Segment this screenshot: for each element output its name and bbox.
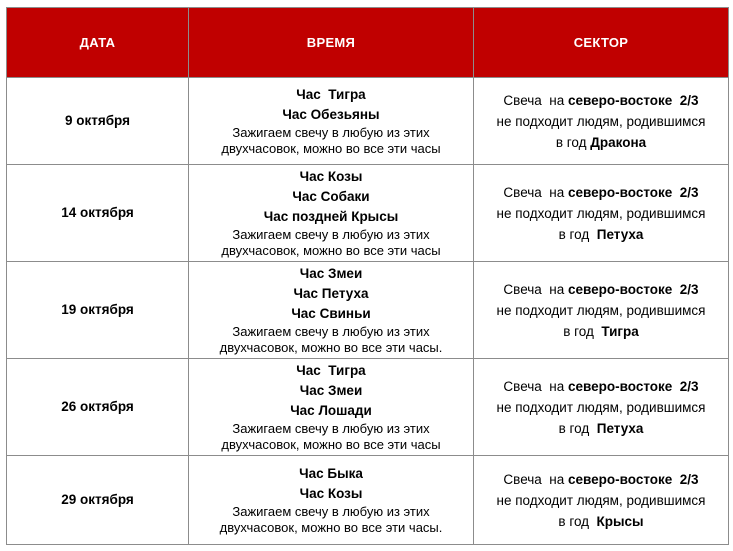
hour-item: Час Козы (299, 486, 363, 501)
sector-direction: северо-востоке 2/3 (568, 281, 699, 297)
sector-year: в год (555, 134, 591, 150)
sector-year: в год (558, 513, 597, 529)
note-line: Зажигаем свечу в любую из этих (232, 421, 430, 436)
sector-animal: Петуха (596, 420, 644, 436)
sector-cell (474, 78, 729, 165)
sector-cell (474, 456, 729, 545)
sector-direction: северо-востоке 2/3 (568, 471, 699, 487)
time-cell (189, 456, 474, 545)
table-header (7, 8, 729, 78)
sector-prefix: Свеча на (503, 184, 569, 200)
hour-item: Час Змеи (299, 383, 363, 398)
time-cell (189, 78, 474, 165)
sector-cell (474, 165, 729, 262)
header-sector: СЕКТОР (474, 8, 729, 78)
date-cell: 14 октября (7, 165, 189, 262)
note-line: Зажигаем свечу в любую из этих (232, 125, 430, 140)
sector-year: в год (558, 226, 597, 242)
note-line: двухчасовок, можно во все эти часы. (219, 340, 443, 355)
note-line: двухчасовок, можно во все эти часы (221, 243, 441, 258)
table-body (7, 78, 729, 545)
hour-item: Час Собаки (292, 189, 370, 204)
sector-year: в год (558, 420, 597, 436)
header-time: ВРЕМЯ (189, 8, 474, 78)
hour-item: Час Обезьяны (282, 107, 380, 122)
header-date: ДАТА (7, 8, 189, 78)
hour-item: Час Быка (299, 466, 363, 481)
sector-cell (474, 262, 729, 359)
sector-prefix: Свеча на (503, 92, 569, 108)
hour-item: Час Лошади (290, 403, 372, 418)
note-line: Зажигаем свечу в любую из этих (232, 227, 430, 242)
date-cell: 9 октября (7, 78, 189, 165)
hour-item: Час поздней Крысы (263, 209, 399, 224)
sector-warning: не подходит людям, родившимся (496, 302, 706, 318)
sector-direction: северо-востоке 2/3 (568, 92, 699, 108)
sector-direction: северо-востоке 2/3 (568, 184, 699, 200)
hour-item: Час Тигра (296, 87, 366, 102)
sector-prefix: Свеча на (503, 281, 569, 297)
hour-item: Час Козы (299, 169, 363, 184)
note-line: двухчасовок, можно во все эти часы. (219, 520, 443, 535)
table-row (7, 359, 729, 456)
schedule-table (6, 7, 729, 545)
sector-animal: Дракона (590, 134, 647, 150)
date-cell: 26 октября (7, 359, 189, 456)
note-line: двухчасовок, можно во все эти часы (221, 141, 441, 156)
hour-item: Час Свиньи (291, 306, 371, 321)
note-line: двухчасовок, можно во все эти часы (221, 437, 441, 452)
sector-cell (474, 359, 729, 456)
sector-warning: не подходит людям, родившимся (496, 205, 706, 221)
sector-prefix: Свеча на (503, 378, 569, 394)
hour-item: Час Змеи (299, 266, 363, 281)
date-cell: 19 октября (7, 262, 189, 359)
sector-animal: Петуха (596, 226, 644, 242)
hour-item: Час Петуха (293, 286, 369, 301)
table-row (7, 165, 729, 262)
time-cell (189, 359, 474, 456)
sector-animal: Крысы (596, 513, 644, 529)
sector-direction: северо-востоке 2/3 (568, 378, 699, 394)
table-row (7, 456, 729, 545)
time-cell (189, 165, 474, 262)
note-line: Зажигаем свечу в любую из этих (232, 504, 430, 519)
note-line: Зажигаем свечу в любую из этих (232, 324, 430, 339)
time-cell (189, 262, 474, 359)
table-row (7, 78, 729, 165)
table-row (7, 262, 729, 359)
sector-prefix: Свеча на (503, 471, 569, 487)
sector-warning: не подходит людям, родившимся (496, 492, 706, 508)
sector-animal: Тигра (601, 323, 639, 339)
sector-warning: не подходит людям, родившимся (496, 399, 706, 415)
sector-year: в год (563, 323, 602, 339)
date-cell: 29 октября (7, 456, 189, 545)
hour-item: Час Тигра (296, 363, 366, 378)
sector-warning: не подходит людям, родившимся (496, 113, 706, 129)
